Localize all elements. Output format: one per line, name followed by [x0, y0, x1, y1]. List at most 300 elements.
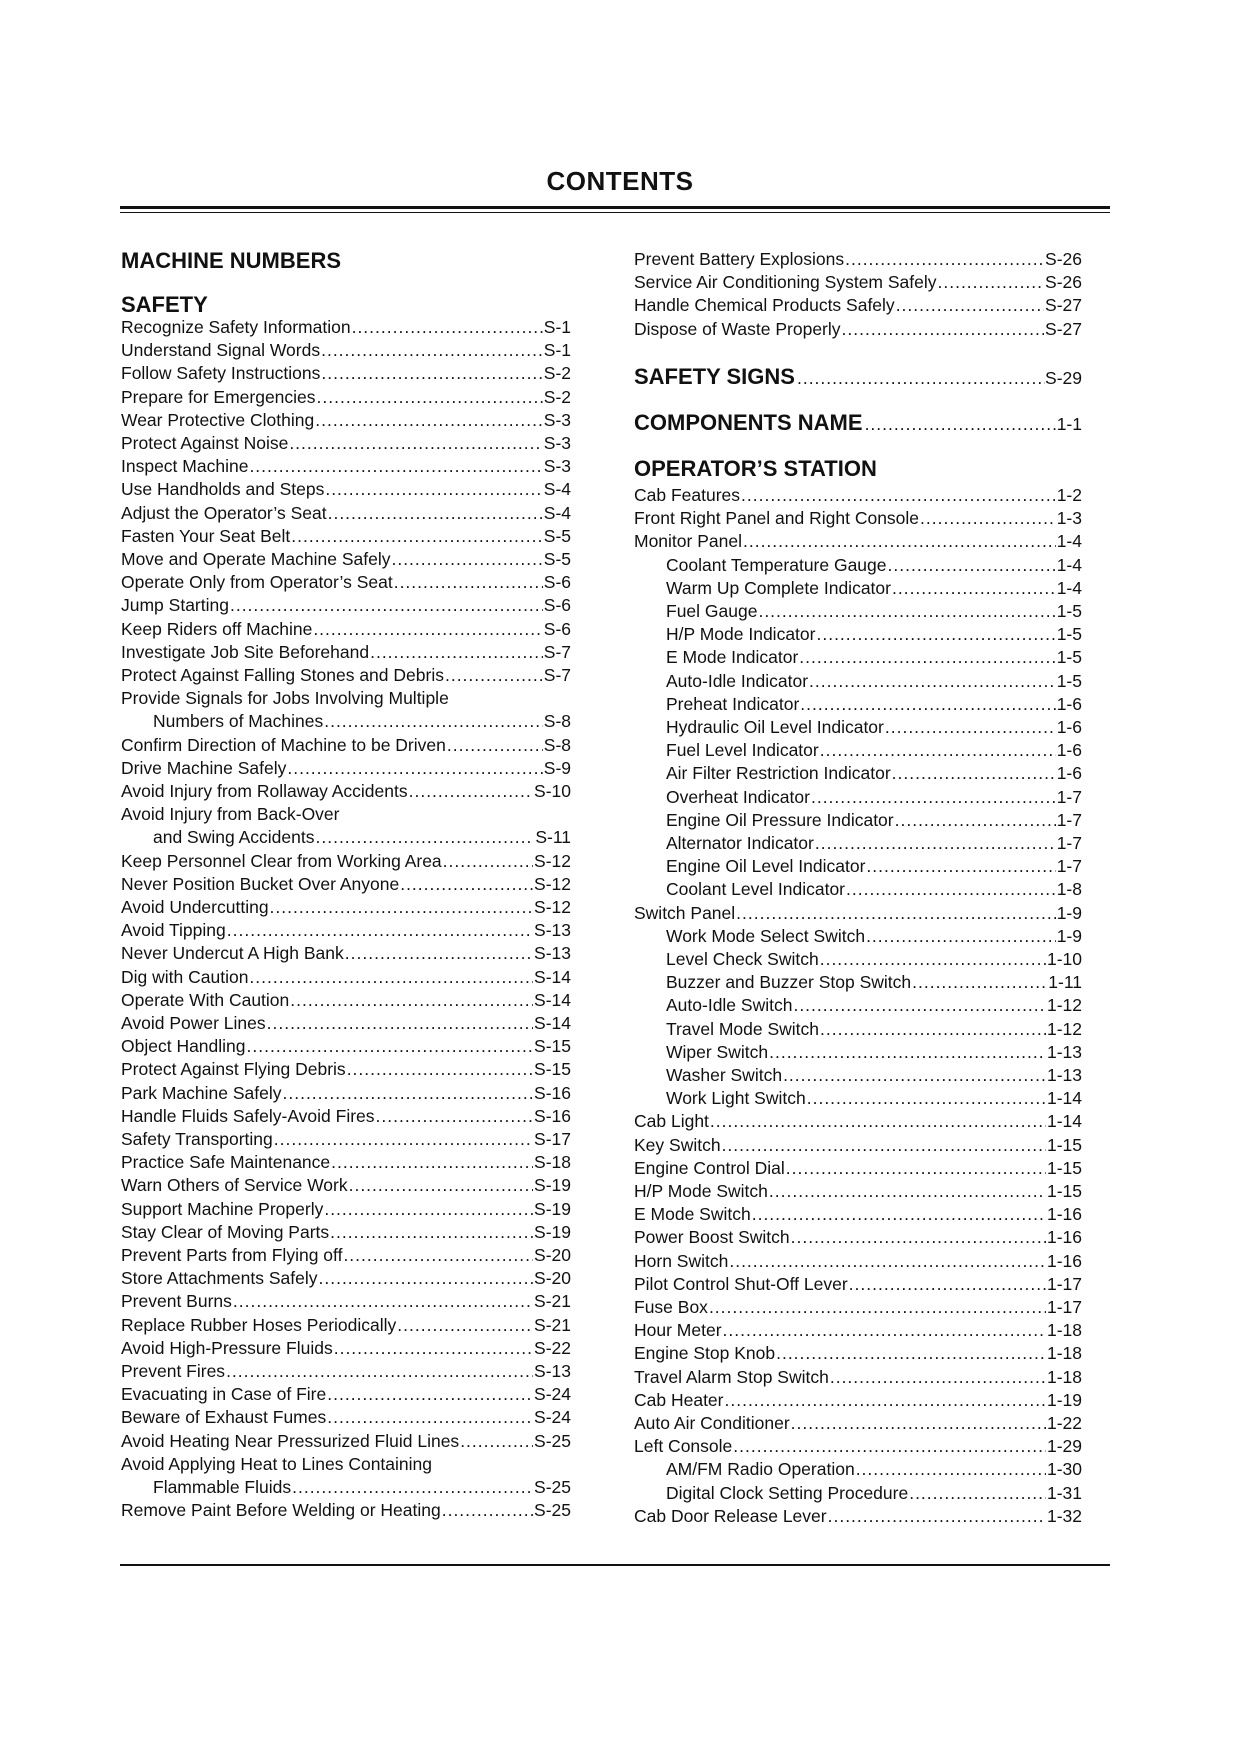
toc-entry[interactable] [121, 989, 571, 1012]
toc-entry[interactable] [634, 1389, 1082, 1412]
toc-entry-title: Avoid Tipping [121, 920, 226, 941]
toc-entry-title: Auto-Idle Indicator [666, 670, 809, 691]
toc-leader-dots [888, 554, 1056, 577]
toc-entry-title: Fasten Your Seat Belt [121, 525, 291, 546]
toc-entry-title: Move and Operate Machine Safely [121, 549, 391, 569]
toc-page-number: 1-12 [1046, 1018, 1082, 1039]
toc-leader-dots [733, 1435, 1046, 1458]
toc-leader-dots [849, 1273, 1046, 1296]
page-title: CONTENTS [546, 166, 694, 196]
toc-entry-title: Avoid Power Lines [121, 1013, 266, 1033]
toc-entry-title: Avoid Applying Heat to Lines Containing [121, 1453, 433, 1474]
toc-entry-title: Wiper Switch [666, 1041, 769, 1062]
toc-entry[interactable] [666, 646, 1082, 669]
toc-entry[interactable] [666, 1087, 1082, 1110]
toc-entry-title: Work Light Switch [666, 1088, 806, 1109]
toc-entry[interactable] [634, 318, 1082, 341]
toc-leader-dots [741, 484, 1056, 507]
toc-leader-dots [447, 734, 543, 757]
toc-page-number: S-26 [1045, 272, 1082, 293]
toc-entry[interactable] [634, 294, 1082, 317]
toc-entry-title: Washer Switch [666, 1065, 783, 1085]
toc-entry[interactable] [121, 478, 571, 501]
toc-entry-title: Park Machine Safely [121, 1082, 282, 1103]
toc-entry[interactable] [666, 1018, 1082, 1041]
toc-entry-title: Safety Transporting [121, 1129, 273, 1149]
toc-entry-title: Avoid Injury from Rollaway Accidents [121, 781, 408, 801]
toc-entry[interactable] [121, 1406, 571, 1429]
toc-leader-dots [743, 530, 1056, 553]
toc-page-number: S-13 [534, 920, 571, 941]
toc-entry-title: Engine Oil Pressure Indicator [666, 809, 894, 830]
toc-entry-title: Replace Rubber Hoses Periodically [121, 1314, 397, 1335]
toc-entry[interactable] [121, 525, 571, 548]
toc-entry-title: Auto Air Conditioner [634, 1413, 790, 1433]
toc-entry[interactable] [121, 1174, 571, 1197]
toc-page-number: 1-4 [1056, 577, 1082, 598]
toc-page-number: S-3 [543, 456, 571, 477]
toc-page-number: S-21 [534, 1314, 571, 1335]
toc-entry-title: H/P Mode Indicator [666, 624, 816, 645]
toc-entry[interactable] [634, 902, 1082, 925]
toc-entry[interactable] [666, 600, 1082, 623]
toc-leader-dots [370, 641, 543, 664]
toc-entry-title: Protect Against Noise [121, 433, 289, 453]
toc-entry[interactable] [121, 1082, 571, 1105]
toc-entry-title: Level Check Switch [666, 949, 819, 969]
toc-page-number: 1-9 [1056, 902, 1082, 923]
toc-entry[interactable] [634, 1296, 1082, 1319]
toc-page-number: 1-19 [1046, 1389, 1082, 1410]
toc-entry-title: Avoid High-Pressure Fluids [121, 1337, 333, 1358]
toc-entry[interactable] [121, 966, 571, 989]
toc-leader-dots [325, 478, 542, 501]
toc-entry-title: Prevent Fires [121, 1361, 226, 1381]
toc-entry[interactable] [153, 826, 571, 849]
toc-page-number: S-6 [543, 618, 571, 639]
toc-major-components-name[interactable] [634, 408, 1082, 438]
toc-entry[interactable] [634, 1180, 1082, 1203]
toc-entry[interactable] [121, 1360, 571, 1383]
toc-leader-dots [321, 339, 543, 362]
toc-entry-title: Engine Stop Knob [634, 1343, 776, 1364]
toc-major-title: SAFETY SIGNS [634, 364, 795, 389]
toc-page-number: S-1 [543, 340, 571, 361]
toc-leader-dots [758, 600, 1055, 623]
toc-entry-title: Jump Starting [121, 595, 229, 616]
toc-leader-dots [736, 902, 1056, 925]
toc-entry[interactable] [666, 716, 1082, 739]
toc-entry[interactable] [153, 1476, 571, 1499]
toc-entry[interactable] [121, 1453, 571, 1476]
toc-entry[interactable] [121, 641, 571, 664]
toc-entry[interactable] [634, 1273, 1082, 1296]
toc-entry[interactable] [634, 248, 1082, 271]
toc-leader-dots [227, 919, 533, 942]
toc-entry[interactable] [634, 1226, 1082, 1249]
toc-page-number: 1-8 [1056, 879, 1082, 900]
toc-leader-dots [769, 1180, 1046, 1203]
toc-page-number: 1-16 [1046, 1227, 1082, 1248]
toc-entry[interactable] [666, 577, 1082, 600]
toc-leader-dots [723, 1319, 1046, 1342]
toc-entry[interactable] [121, 942, 571, 965]
toc-page-number: 1-5 [1056, 670, 1082, 691]
toc-page-number: 1-17 [1046, 1273, 1082, 1294]
toc-page-number: S-2 [543, 363, 571, 384]
toc-entry[interactable] [666, 554, 1082, 577]
toc-leader-dots [270, 896, 533, 919]
toc-entry[interactable] [121, 1383, 571, 1406]
toc-leader-dots [343, 1244, 533, 1267]
toc-entry[interactable] [666, 1041, 1082, 1064]
toc-entry[interactable] [121, 316, 571, 339]
toc-entry[interactable] [666, 670, 1082, 693]
toc-leader-dots [909, 1482, 1046, 1505]
toc-entry-title: Switch Panel [634, 902, 736, 923]
toc-page-number: S-29 [1045, 368, 1082, 388]
toc-page-number: S-24 [534, 1407, 571, 1428]
toc-entry-title: Avoid Undercutting [121, 897, 269, 917]
toc-page-number: 1-7 [1056, 809, 1082, 830]
toc-page-number: S-22 [534, 1337, 571, 1358]
toc-leader-dots [226, 1360, 533, 1383]
toc-page-number: 1-4 [1056, 554, 1082, 575]
toc-entry[interactable] [121, 757, 571, 780]
toc-entry[interactable] [121, 780, 571, 803]
toc-page-number: S-7 [543, 641, 571, 662]
toc-page-number: S-14 [534, 966, 571, 987]
toc-leader-dots [816, 623, 1055, 646]
toc-leader-dots [283, 1082, 534, 1105]
toc-leader-dots [856, 1458, 1046, 1481]
toc-leader-dots [317, 386, 543, 409]
toc-entry-title: Provide Signals for Jobs Involving Multiple [121, 688, 449, 709]
toc-entry[interactable] [666, 1482, 1082, 1505]
toc-leader-dots [842, 318, 1045, 341]
toc-entry[interactable] [666, 878, 1082, 901]
toc-entry[interactable] [634, 1134, 1082, 1157]
toc-page-number: 1-14 [1046, 1088, 1082, 1109]
toc-leader-dots [791, 1226, 1046, 1249]
toc-page-number: S-2 [543, 386, 571, 407]
toc-page-number: S-16 [534, 1082, 571, 1103]
toc-leader-dots [776, 1342, 1046, 1365]
toc-entry[interactable] [634, 507, 1082, 530]
toc-entry[interactable] [634, 1366, 1082, 1389]
toc-page-number: S-1 [543, 317, 571, 337]
toc-entry[interactable] [121, 850, 571, 873]
toc-entry[interactable] [121, 1221, 571, 1244]
toc-entry[interactable] [121, 594, 571, 617]
toc-entry-title: Cab Door Release Lever [634, 1505, 827, 1526]
toc-entry[interactable] [634, 271, 1082, 294]
toc-leader-dots [290, 989, 533, 1012]
toc-page-number: S-8 [543, 711, 571, 732]
toc-entry-title: Avoid Heating Near Pressurized Fluid Lines [121, 1430, 460, 1451]
toc-entry[interactable] [666, 925, 1082, 948]
toc-entry-title: Cab Heater [634, 1389, 724, 1410]
toc-entry[interactable] [666, 832, 1082, 855]
toc-entry-title: Evacuating in Case of Fire [121, 1384, 327, 1405]
toc-page-number: S-6 [543, 572, 571, 593]
toc-entry[interactable] [634, 1319, 1082, 1342]
toc-entry[interactable] [121, 664, 571, 687]
toc-leader-dots [319, 1267, 534, 1290]
toc-entry-title: Prevent Battery Explosions [634, 249, 845, 269]
toc-entry[interactable] [121, 1105, 571, 1128]
toc-entry-title: Confirm Direction of Machine to be Driven [121, 734, 446, 755]
toc-entry[interactable] [153, 710, 571, 733]
toc-entry-title: Dig with Caution [121, 966, 249, 987]
toc-entry[interactable] [121, 409, 571, 432]
toc-leader-dots [846, 878, 1056, 901]
toc-entry[interactable] [666, 948, 1082, 971]
toc-leader-dots [791, 1412, 1046, 1435]
toc-page-number: 1-9 [1056, 925, 1082, 946]
toc-entry[interactable] [121, 618, 571, 641]
toc-entry[interactable] [121, 1151, 571, 1174]
toc-entry-title: Horn Switch [634, 1250, 729, 1271]
toc-page-number: S-10 [534, 781, 571, 801]
toc-leader-dots [321, 362, 542, 385]
toc-entry-title: Understand Signal Words [121, 340, 321, 361]
toc-page-number: 1-7 [1056, 833, 1082, 853]
toc-entry[interactable] [666, 623, 1082, 646]
toc-page-number: 1-4 [1056, 531, 1082, 552]
toc-entry[interactable] [634, 530, 1082, 553]
toc-entry[interactable] [121, 571, 571, 594]
toc-entry-title: Follow Safety Instructions [121, 363, 321, 384]
toc-page-number: S-5 [543, 549, 571, 569]
toc-entry[interactable] [666, 762, 1082, 785]
toc-entry-title: Investigate Job Site Beforehand [121, 641, 370, 662]
toc-entry[interactable] [121, 1244, 571, 1267]
toc-entry-title: Operate Only from Operator’s Seat [121, 572, 393, 593]
toc-entry-title: Inspect Machine [121, 456, 249, 477]
toc-leader-dots [809, 670, 1056, 693]
toc-entry-title: Operate With Caution [121, 989, 290, 1010]
toc-entry[interactable] [121, 548, 571, 571]
toc-entry[interactable] [666, 1064, 1082, 1087]
toc-entry-title: Cab Light [634, 1111, 709, 1132]
toc-entry[interactable] [121, 734, 571, 757]
toc-leader-dots [315, 409, 543, 432]
toc-entry[interactable] [121, 1058, 571, 1081]
toc-leader-dots [815, 832, 1056, 855]
toc-entry[interactable] [121, 1035, 571, 1058]
heading-operators-station: OPERATOR’S STATION [634, 456, 877, 481]
toc-leader-dots [811, 786, 1056, 809]
toc-leader-dots [292, 1476, 533, 1499]
toc-page-number: S-5 [543, 525, 571, 546]
toc-entry[interactable] [121, 1337, 571, 1360]
toc-leader-dots [249, 455, 542, 478]
toc-page-number: S-8 [543, 734, 571, 755]
toc-leader-dots [820, 739, 1056, 762]
toc-entry-title: Coolant Level Indicator [666, 879, 845, 900]
toc-leader-dots [709, 1296, 1046, 1319]
toc-entry[interactable] [666, 855, 1082, 878]
toc-entry[interactable] [121, 455, 571, 478]
toc-page-number: S-12 [534, 850, 571, 871]
toc-entry-title: Left Console [634, 1436, 733, 1457]
toc-entry[interactable] [121, 386, 571, 409]
toc-entry[interactable] [666, 739, 1082, 762]
toc-entry[interactable] [121, 803, 571, 826]
toc-page-number: 1-30 [1046, 1459, 1082, 1480]
toc-leader-dots [800, 693, 1055, 716]
toc-entry-title: Object Handling [121, 1036, 246, 1057]
toc-leader-dots [249, 966, 533, 989]
toc-entry-title: and Swing Accidents [153, 827, 315, 848]
toc-page-number: 1-6 [1056, 763, 1082, 784]
toc-page-number: 1-18 [1046, 1343, 1082, 1364]
toc-entry[interactable] [666, 971, 1082, 994]
toc-leader-dots [885, 716, 1056, 739]
toc-entry-title: Flammable Fluids [153, 1477, 292, 1497]
toc-page-number: 1-3 [1056, 508, 1082, 529]
toc-entry[interactable] [634, 1250, 1082, 1273]
toc-entry[interactable] [634, 1435, 1082, 1458]
toc-major-title: COMPONENTS NAME [634, 410, 863, 435]
heading-machine-numbers: MACHINE NUMBERS [121, 248, 341, 273]
toc-leader-dots [820, 948, 1046, 971]
toc-entry[interactable] [634, 1110, 1082, 1133]
toc-page-number: 1-18 [1046, 1366, 1082, 1387]
toc-page-number: 1-7 [1056, 786, 1082, 807]
toc-leader-dots [783, 1064, 1046, 1087]
toc-leader-dots [247, 1035, 534, 1058]
toc-page-number: S-3 [543, 433, 571, 453]
toc-entry-title: Support Machine Properly [121, 1198, 324, 1219]
toc-leader-dots [352, 316, 543, 339]
toc-leader-dots [797, 363, 1045, 393]
toc-leader-dots [830, 1366, 1046, 1389]
toc-entry[interactable] [634, 1342, 1082, 1365]
toc-entry-title: Front Right Panel and Right Console [634, 508, 920, 529]
toc-leader-dots [845, 248, 1044, 271]
toc-entry-title: Use Handholds and Steps [121, 479, 325, 500]
toc-leader-dots [710, 1110, 1046, 1133]
toc-leader-dots [895, 809, 1056, 832]
toc-entry[interactable] [121, 896, 571, 919]
toc-page-number: 1-2 [1056, 485, 1082, 505]
toc-entry[interactable] [121, 1430, 571, 1453]
toc-entry-title: Never Position Bucket Over Anyone [121, 873, 400, 894]
toc-major-safety-signs[interactable] [634, 362, 1082, 392]
toc-leader-dots [442, 1499, 533, 1522]
toc-entry-title: Hydraulic Oil Level Indicator [666, 717, 884, 737]
toc-entry[interactable] [634, 484, 1082, 507]
toc-page-number: S-3 [543, 409, 571, 430]
toc-page-number: S-18 [534, 1152, 571, 1173]
toc-page-number: S-6 [543, 595, 571, 616]
toc-entry[interactable] [121, 1198, 571, 1221]
toc-entry[interactable] [121, 919, 571, 942]
toc-leader-dots [912, 971, 1047, 994]
toc-entry[interactable] [121, 502, 571, 525]
toc-leader-dots [807, 1087, 1046, 1110]
toc-page-number: S-19 [534, 1175, 571, 1196]
toc-leader-dots [230, 594, 543, 617]
toc-page-number: S-14 [534, 989, 571, 1010]
toc-leader-dots [313, 618, 542, 641]
toc-entry[interactable] [634, 1412, 1082, 1435]
toc-entry-title: Beware of Exhaust Fumes [121, 1407, 327, 1428]
toc-page-number: S-9 [543, 757, 571, 778]
toc-entry-title: Protect Against Falling Stones and Debris [121, 665, 444, 685]
toc-entry[interactable] [121, 1128, 571, 1151]
toc-entry[interactable] [121, 687, 571, 710]
toc-entry[interactable] [121, 432, 571, 455]
toc-entry[interactable] [634, 1203, 1082, 1226]
toc-entry-title: Keep Riders off Machine [121, 618, 313, 639]
toc-entry[interactable] [666, 809, 1082, 832]
toc-entry-title: Warm Up Complete Indicator [666, 577, 891, 598]
toc-entry[interactable] [666, 1458, 1082, 1481]
toc-leader-dots [334, 1337, 533, 1360]
toc-leader-dots [793, 994, 1046, 1017]
toc-entry[interactable] [121, 873, 571, 896]
toc-entry[interactable] [666, 786, 1082, 809]
toc-leader-dots [443, 850, 533, 873]
toc-entry-title: Protect Against Flying Debris [121, 1059, 346, 1080]
toc-leader-dots [752, 1203, 1046, 1226]
toc-entry-title: Work Mode Select Switch [666, 925, 866, 946]
toc-entry-title: Digital Clock Setting Procedure [666, 1482, 909, 1503]
toc-entry-title: Store Attachments Safely [121, 1268, 318, 1289]
toc-entry-title: H/P Mode Switch [634, 1181, 768, 1201]
toc-entry-title: Fuel Level Indicator [666, 740, 819, 761]
toc-entry-title: Pilot Control Shut-Off Lever [634, 1273, 848, 1294]
toc-leader-dots [445, 664, 543, 687]
toc-entry-title: Never Undercut A High Bank [121, 943, 344, 964]
toc-page-number: 1-6 [1056, 740, 1082, 761]
toc-entry[interactable] [121, 1314, 571, 1337]
toc-entry[interactable] [666, 693, 1082, 716]
toc-page-number: S-24 [534, 1384, 571, 1405]
toc-page-number: 1-22 [1046, 1413, 1082, 1433]
toc-entry[interactable] [666, 994, 1082, 1017]
title-rule-thick [120, 206, 1110, 209]
toc-entry[interactable] [121, 1012, 571, 1035]
toc-entry-title: Preheat Indicator [666, 693, 800, 714]
toc-entry[interactable] [121, 362, 571, 385]
toc-entry-title: Travel Mode Switch [666, 1018, 820, 1039]
toc-entry[interactable] [634, 1505, 1082, 1528]
toc-leader-dots [866, 855, 1055, 878]
toc-entry[interactable] [634, 1157, 1082, 1180]
toc-leader-dots [349, 1174, 533, 1197]
toc-entry-title: Remove Paint Before Welding or Heating [121, 1500, 441, 1521]
toc-entry[interactable] [121, 1499, 571, 1522]
toc-page-number: S-27 [1045, 295, 1082, 316]
toc-leader-dots [324, 1198, 533, 1221]
toc-entry-title: Dispose of Waste Properly [634, 318, 841, 339]
toc-entry-title: Keep Personnel Clear from Working Area [121, 850, 442, 871]
toc-page-number: S-21 [534, 1291, 571, 1312]
toc-page-number: 1-13 [1046, 1041, 1082, 1062]
toc-entry-title: Adjust the Operator’s Seat [121, 502, 327, 523]
toc-page-number: S-25 [534, 1500, 571, 1521]
toc-entry[interactable] [121, 1267, 571, 1290]
title-rule-thin [120, 212, 1110, 213]
toc-entry[interactable] [121, 1290, 571, 1313]
toc-page-number: S-17 [534, 1129, 571, 1149]
toc-leader-dots [397, 1314, 533, 1337]
toc-entry[interactable] [121, 339, 571, 362]
